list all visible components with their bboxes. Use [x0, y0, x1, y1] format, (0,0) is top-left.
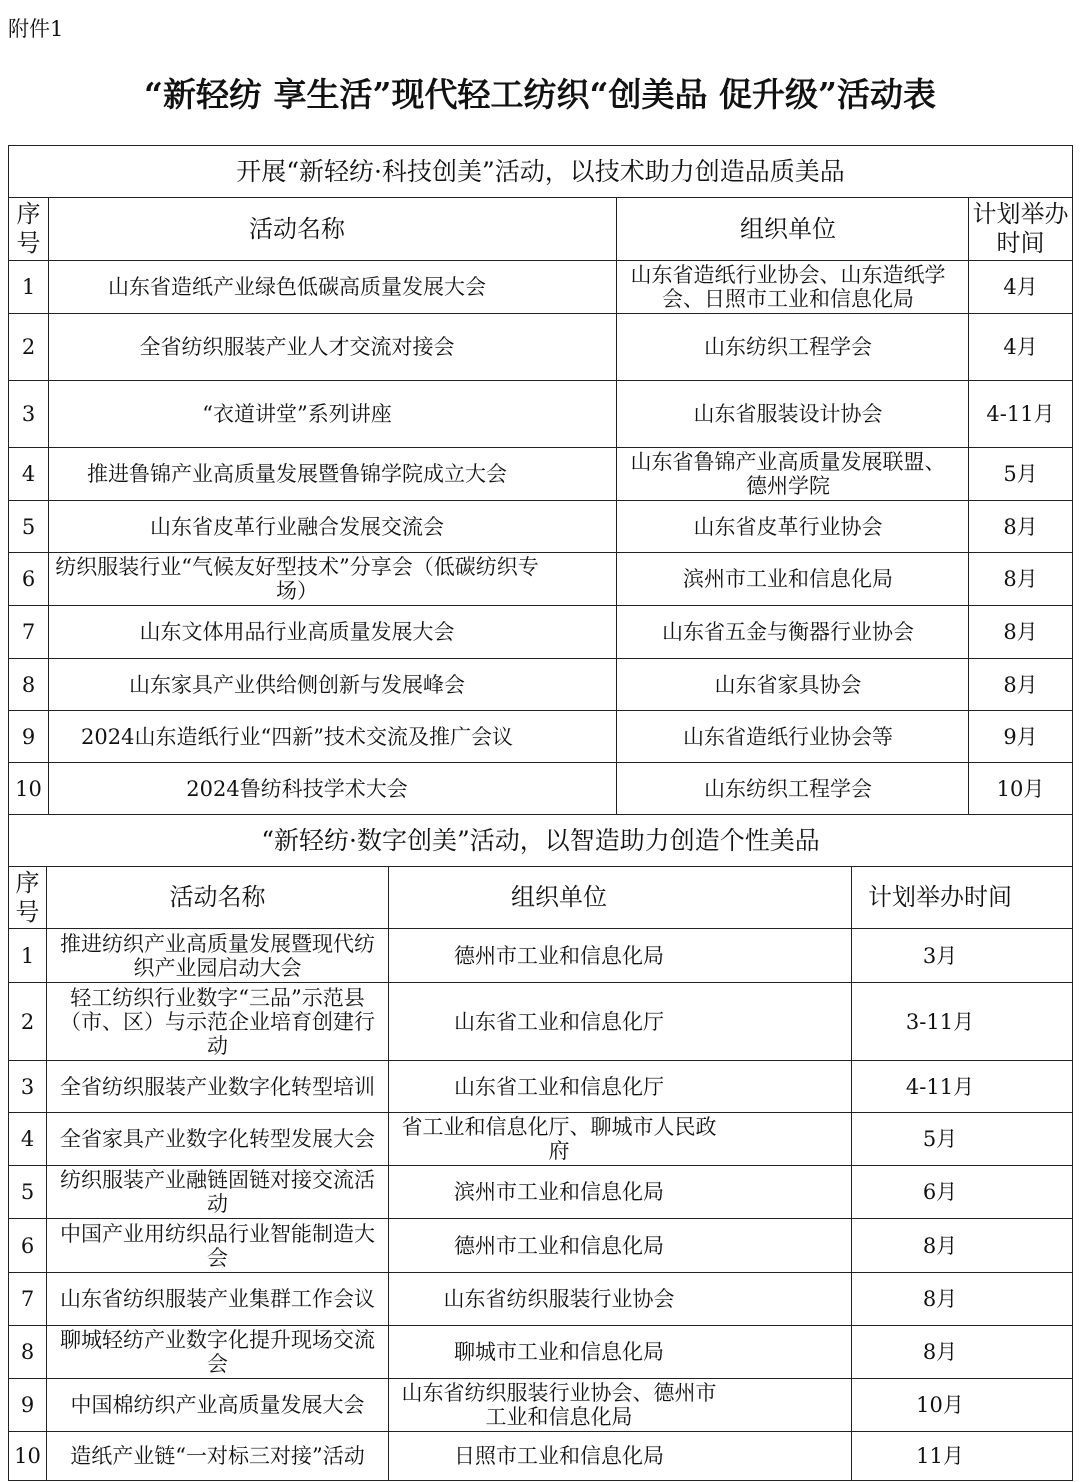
section-heading [9, 146, 1072, 198]
activity-name: 山东省皮革行业融合发展交流会 [150, 514, 444, 539]
organizer: 山东省纺织服装行业协会 [443, 1287, 675, 1311]
planned-time: 8月 [1003, 514, 1038, 539]
row-number: 3 [20, 1074, 35, 1099]
row-number: 9 [20, 1393, 35, 1417]
table-header-row [9, 198, 1072, 261]
activity-name: 山东文体用品行业高质量发展大会 [139, 620, 455, 644]
table-row [9, 314, 1072, 381]
row-number-cell [9, 501, 49, 552]
table-row [9, 1219, 1072, 1273]
activity-name: “衣道讲堂”系列讲座 [202, 402, 392, 426]
table-row [9, 501, 1072, 553]
activity-name: 山东家具产业供给侧创新与发展峰会 [129, 672, 465, 697]
organizer: 山东省家具协会 [714, 672, 862, 697]
table-row [9, 763, 1072, 815]
table-row [9, 1061, 1072, 1113]
activity-name-cell [47, 1219, 389, 1272]
planned-time: 8月 [922, 1233, 958, 1258]
row-number-cell [9, 448, 49, 500]
organizer-cell [389, 1113, 852, 1165]
activity-table [8, 145, 1073, 1481]
activity-name: 轻工纺织行业数字“三品”示范县（市、区）与示范企业培育创建行动 [60, 985, 375, 1058]
activity-name: 全省家具产业数字化转型发展大会 [60, 1127, 375, 1151]
header-cell-number [9, 198, 49, 260]
planned-time-cell [969, 763, 1072, 814]
header-cell-activity [47, 867, 389, 928]
activity-name-cell [47, 1432, 389, 1480]
header-cell-time [852, 867, 1072, 928]
page-title: “新轻纺 享生活”现代轻工纺织“创美品 促升级”活动表 [144, 75, 936, 114]
table-row [9, 1273, 1072, 1326]
organizer: 山东省工业和信息化厅 [454, 1009, 664, 1034]
planned-time-cell [852, 1379, 1072, 1431]
planned-time-cell [969, 553, 1072, 605]
header-cell-number [9, 867, 47, 928]
planned-time: 3月 [922, 943, 958, 968]
row-number-cell [9, 929, 47, 982]
planned-time: 11月 [916, 1444, 964, 1468]
row-number-cell [9, 606, 49, 658]
planned-time-cell [852, 1432, 1072, 1480]
planned-time-cell [969, 711, 1072, 762]
row-number-cell [9, 983, 47, 1060]
planned-time-cell [852, 1326, 1072, 1378]
organizer-cell [617, 501, 969, 552]
table-row [9, 1379, 1072, 1432]
organizer: 山东省造纸行业协会等 [683, 724, 893, 749]
table-row [9, 553, 1072, 606]
table-row [9, 929, 1072, 983]
organizer-cell [389, 1326, 852, 1378]
organizer: 滨州市工业和信息化局 [454, 1180, 664, 1204]
activity-name: 2024鲁纺科技学术大会 [186, 776, 408, 801]
table-row [9, 711, 1072, 763]
activity-name-cell [47, 1113, 389, 1165]
activity-name: 推进纺织产业高质量发展暨现代纺织产业园启动大会 [60, 931, 375, 980]
activity-name: 山东省造纸产业绿色低碳高质量发展大会 [108, 275, 486, 299]
table-row [9, 1326, 1072, 1379]
organizer-cell [617, 606, 969, 658]
planned-time: 8月 [1003, 567, 1038, 591]
organizer-cell [617, 711, 969, 762]
row-number-cell [9, 1219, 47, 1272]
row-number-cell [9, 553, 49, 605]
planned-time: 8月 [922, 1287, 958, 1311]
activity-name-cell [49, 659, 617, 710]
column-header-time: 计划举办时间 [868, 883, 1012, 911]
organizer-cell [617, 553, 969, 605]
planned-time: 8月 [922, 1340, 958, 1364]
column-header-number: 序号 [16, 200, 41, 257]
activity-name-cell [49, 606, 617, 658]
row-number-cell [9, 763, 49, 814]
activity-name: 聊城轻纺产业数字化提升现场交流会 [60, 1328, 375, 1376]
organizer: 山东省工业和信息化厅 [454, 1074, 664, 1099]
table-header-row [9, 867, 1072, 929]
table-row [9, 448, 1072, 501]
organizer-cell [389, 1061, 852, 1112]
activity-name-cell [49, 261, 617, 313]
column-header-organizer: 组织单位 [740, 214, 836, 243]
organizer-cell [389, 983, 852, 1060]
table-row [9, 1166, 1072, 1219]
activity-name-cell [47, 1326, 389, 1378]
planned-time-cell [852, 1061, 1072, 1112]
planned-time-cell [969, 381, 1072, 447]
attachment-label: 附件1 [8, 17, 64, 41]
activity-name: 纺织服装产业融链固链对接交流活动 [60, 1168, 375, 1216]
planned-time-cell [969, 261, 1072, 313]
row-number: 10 [15, 776, 42, 801]
organizer-cell [617, 261, 969, 313]
organizer-cell [617, 448, 969, 500]
organizer: 山东省鲁锦产业高质量发展联盟、德州学院 [630, 450, 946, 498]
organizer: 山东省皮革行业协会 [693, 514, 883, 539]
section-heading-text: 开展“新轻纺·科技创美”活动，以技术助力创造品质美品 [236, 156, 845, 186]
activity-name: 纺织服装行业“气候友好型技术”分享会（低碳纺织专场） [55, 555, 539, 603]
planned-time: 4月 [1003, 275, 1038, 299]
row-number: 4 [21, 462, 36, 486]
planned-time: 6月 [922, 1180, 958, 1204]
row-number-cell [9, 1061, 47, 1112]
activity-name-cell [47, 929, 389, 982]
activity-name-cell [49, 448, 617, 500]
organizer-cell [389, 1166, 852, 1218]
row-number: 7 [20, 1287, 35, 1311]
header-cell-organizer [389, 867, 852, 928]
activity-name: 全省纺织服装产业数字化转型培训 [60, 1074, 375, 1099]
activity-name-cell [49, 381, 617, 447]
activity-name-cell [47, 1379, 389, 1431]
table-row [9, 659, 1072, 711]
row-number-cell [9, 381, 49, 447]
organizer-cell [389, 929, 852, 982]
organizer-cell [617, 763, 969, 814]
organizer-cell [617, 381, 969, 447]
planned-time: 4月 [1003, 335, 1038, 359]
planned-time-cell [852, 1113, 1072, 1165]
row-number-cell [9, 314, 49, 380]
row-number-cell [9, 1326, 47, 1378]
row-number: 2 [20, 1009, 35, 1034]
organizer: 山东纺织工程学会 [704, 335, 872, 359]
organizer: 山东纺织工程学会 [704, 776, 872, 801]
activity-name-cell [49, 553, 617, 605]
organizer: 滨州市工业和信息化局 [683, 567, 893, 591]
planned-time-cell [852, 929, 1072, 982]
table-row [9, 983, 1072, 1061]
activity-name: 2024山东造纸行业“四新”技术交流及推广会议 [81, 724, 513, 749]
activity-name-cell [49, 501, 617, 552]
activity-name: 山东省纺织服装产业集群工作会议 [60, 1287, 375, 1311]
row-number: 5 [21, 514, 36, 539]
planned-time: 4-11月 [986, 402, 1055, 426]
row-number-cell [9, 1432, 47, 1480]
activity-name-cell [47, 1166, 389, 1218]
table-row [9, 1113, 1072, 1166]
header-cell-activity [49, 198, 617, 260]
table-row [9, 606, 1072, 659]
row-number: 5 [20, 1180, 35, 1204]
planned-time: 9月 [1003, 724, 1038, 749]
row-number-cell [9, 1379, 47, 1431]
planned-time-cell [969, 314, 1072, 380]
header-cell-organizer [617, 198, 969, 260]
activity-name-cell [49, 763, 617, 814]
row-number: 8 [20, 1340, 35, 1364]
planned-time-cell [852, 1166, 1072, 1218]
activity-name: 全省纺织服装产业人才交流对接会 [139, 335, 455, 359]
row-number: 1 [21, 275, 36, 299]
planned-time-cell [852, 1219, 1072, 1272]
column-header-time: 计划举办时间 [972, 200, 1069, 257]
planned-time-cell [969, 659, 1072, 710]
activity-name-cell [47, 983, 389, 1060]
organizer-cell [617, 659, 969, 710]
row-number: 1 [20, 943, 35, 968]
section-heading [9, 815, 1072, 867]
activity-name: 中国棉纺织产业高质量发展大会 [70, 1393, 365, 1417]
activity-name-cell [47, 1273, 389, 1325]
header-cell-time [969, 198, 1072, 260]
section-digital-innovation [9, 815, 1072, 1481]
organizer-cell [389, 1379, 852, 1431]
activity-name: 中国产业用纺织品行业智能制造大会 [60, 1221, 375, 1270]
row-number-cell [9, 1113, 47, 1165]
organizer: 山东省纺织服装行业协会、德州市工业和信息化局 [401, 1381, 717, 1429]
planned-time: 8月 [1003, 620, 1038, 644]
row-number-cell [9, 1166, 47, 1218]
activity-name: 推进鲁锦产业高质量发展暨鲁锦学院成立大会 [87, 462, 507, 486]
planned-time: 8月 [1003, 672, 1038, 697]
row-number-cell [9, 1273, 47, 1325]
planned-time: 5月 [1003, 462, 1038, 486]
planned-time: 10月 [996, 776, 1045, 801]
organizer: 德州市工业和信息化局 [454, 1233, 664, 1258]
organizer-cell [389, 1273, 852, 1325]
row-number: 10 [14, 1444, 41, 1468]
activity-name-cell [47, 1061, 389, 1112]
column-header-number: 序号 [15, 868, 40, 926]
section-tech-innovation [9, 146, 1072, 815]
organizer-cell [389, 1432, 852, 1480]
organizer: 山东省服装设计协会 [693, 402, 883, 426]
table-row [9, 381, 1072, 448]
activity-name-cell [49, 314, 617, 380]
organizer-cell [617, 314, 969, 380]
row-number-cell [9, 261, 49, 313]
table-row [9, 1432, 1072, 1481]
column-header-activity: 活动名称 [249, 214, 345, 243]
section-heading-text: “新轻纺·数字创美”活动，以智造助力创造个性美品 [261, 825, 820, 855]
planned-time: 3-11月 [905, 1009, 975, 1034]
planned-time-cell [969, 448, 1072, 500]
planned-time: 5月 [922, 1127, 958, 1151]
row-number: 9 [21, 724, 36, 749]
row-number: 3 [21, 402, 36, 426]
row-number: 7 [21, 620, 36, 644]
organizer-cell [389, 1219, 852, 1272]
planned-time: 10月 [916, 1393, 964, 1417]
row-number: 8 [21, 672, 36, 697]
organizer: 山东省造纸行业协会、山东造纸学会、日照市工业和信息化局 [630, 263, 946, 311]
planned-time-cell [852, 1273, 1072, 1325]
row-number: 6 [21, 567, 36, 591]
organizer: 山东省五金与衡器行业协会 [662, 620, 914, 644]
planned-time-cell [852, 983, 1072, 1060]
row-number: 6 [20, 1233, 35, 1258]
planned-time: 4-11月 [905, 1074, 975, 1099]
organizer: 日照市工业和信息化局 [454, 1444, 664, 1468]
column-header-organizer: 组织单位 [511, 883, 607, 911]
activity-name: 造纸产业链“一对标三对接”活动 [70, 1444, 365, 1468]
row-number: 4 [20, 1127, 35, 1151]
planned-time-cell [969, 501, 1072, 552]
row-number-cell [9, 711, 49, 762]
table-row [9, 261, 1072, 314]
planned-time-cell [969, 606, 1072, 658]
column-header-activity: 活动名称 [169, 883, 266, 911]
activity-name-cell [49, 711, 617, 762]
organizer: 德州市工业和信息化局 [454, 943, 664, 968]
organizer: 省工业和信息化厅、聊城市人民政府 [401, 1115, 717, 1163]
organizer: 聊城市工业和信息化局 [454, 1340, 664, 1364]
row-number-cell [9, 659, 49, 710]
row-number: 2 [21, 335, 36, 359]
